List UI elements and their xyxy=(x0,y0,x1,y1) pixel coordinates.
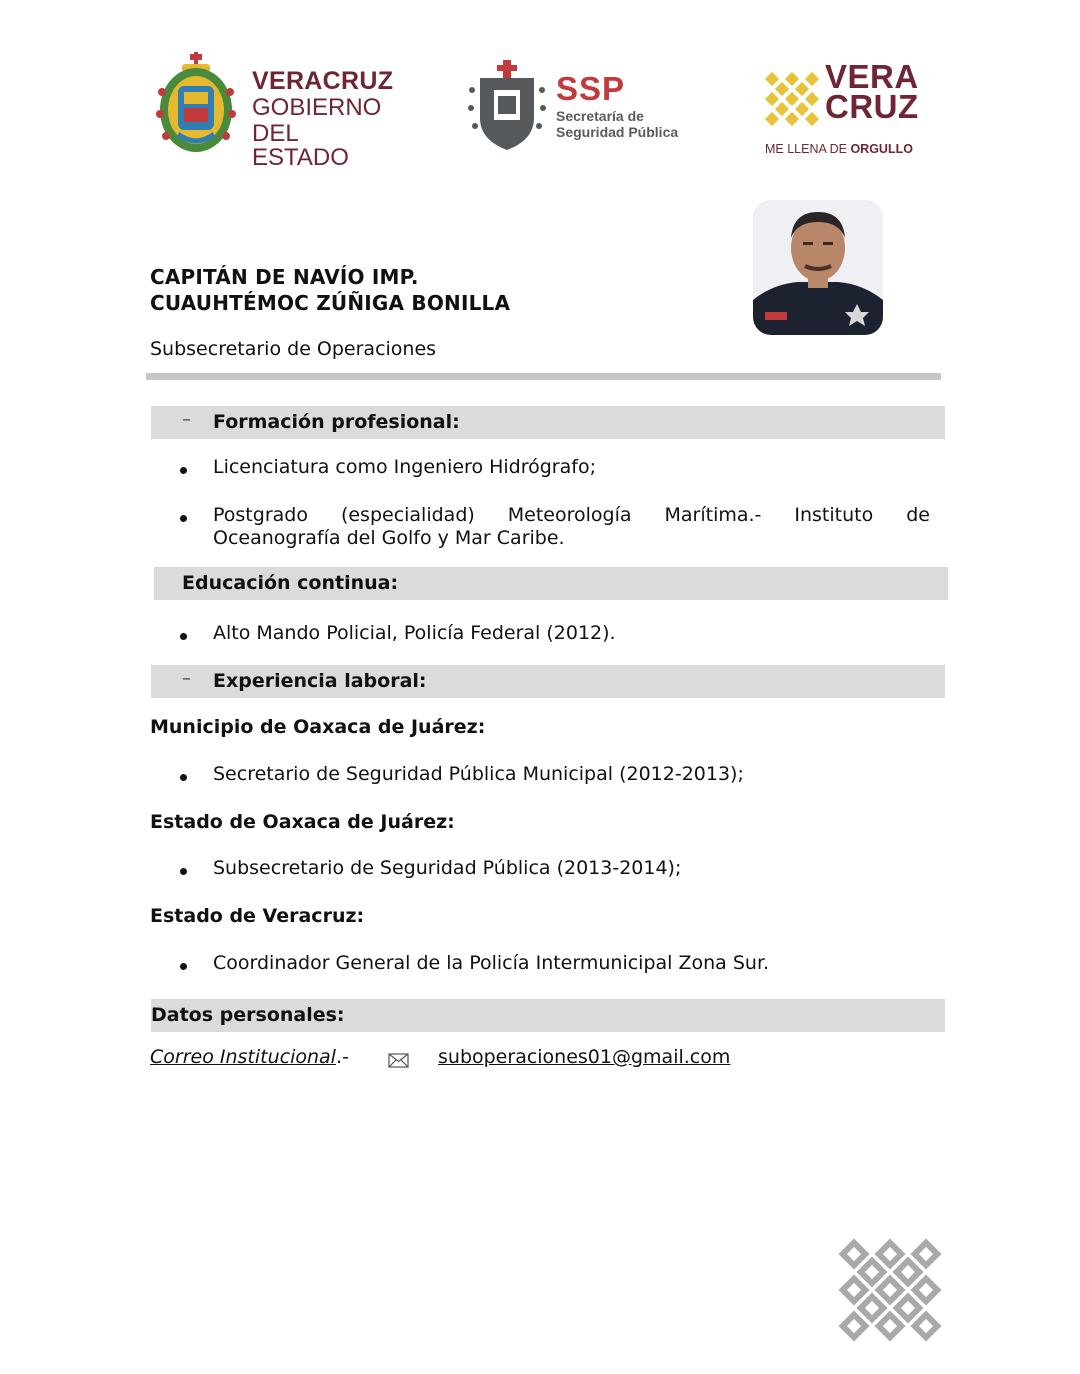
employer-heading: Municipio de Oaxaca de Juárez: xyxy=(150,716,486,738)
section-formacion-header xyxy=(151,406,945,439)
ssp-line1: Secretaría de xyxy=(556,108,644,124)
section-datos-title: Datos personales: xyxy=(151,1004,345,1026)
list-item: Alto Mando Policial, Policía Federal (2012). xyxy=(213,622,616,644)
veracruz-word-line2: CRUZ xyxy=(825,88,919,126)
name-line2: CUAUHTÉMOC ZÚÑIGA BONILLA xyxy=(150,291,511,315)
word: Marítima.- xyxy=(664,504,762,526)
section-educacion-header xyxy=(154,567,948,600)
veracruz-word-line1: VERA xyxy=(825,58,919,95)
word: Postgrado xyxy=(213,504,308,526)
official-name xyxy=(150,264,510,316)
section-formacion-title: Formación profesional: xyxy=(213,411,460,433)
ssp-acronym: SSP xyxy=(556,70,626,107)
veracruz-brand-logo xyxy=(763,60,933,160)
email-row xyxy=(150,1046,349,1068)
list-item: Subsecretario de Seguridad Pública (2013-2014); xyxy=(213,857,682,879)
employer-heading: Estado de Veracruz: xyxy=(150,905,365,927)
list-item: Secretario de Seguridad Pública Municipal (2012-2013); xyxy=(213,763,744,785)
gobierno-line1: VERACRUZ xyxy=(252,67,394,95)
gobierno-line2: GOBIERNO xyxy=(252,94,382,121)
list-item: Licenciatura como Ingeniero Hidrógrafo; xyxy=(213,456,596,478)
name-line1: CAPITÁN DE NAVÍO IMP. xyxy=(150,265,419,289)
list-item: Coordinador General de la Policía Intermunicipal Zona Sur. xyxy=(213,952,770,974)
portrait-image xyxy=(753,200,883,335)
employer-heading: Estado de Oaxaca de Juárez: xyxy=(150,811,455,833)
ssp-shield-icon xyxy=(466,60,548,152)
ssp-logo xyxy=(466,60,696,155)
veracruz-tagline xyxy=(765,142,913,156)
word: Instituto xyxy=(794,504,874,526)
section-datos-header xyxy=(151,999,945,1032)
word: Meteorología xyxy=(507,504,632,526)
section-experiencia-title: Experiencia laboral: xyxy=(213,670,427,692)
gobierno-veracruz-logo xyxy=(148,52,398,171)
list-item xyxy=(213,504,930,550)
dash-marker: – xyxy=(182,668,191,689)
tagline-regular: ME LLENA DE xyxy=(765,142,851,156)
official-position: Subsecretario de Operaciones xyxy=(150,338,437,360)
header-divider xyxy=(146,373,941,380)
word: de xyxy=(906,504,930,526)
state-coat-of-arms-icon xyxy=(148,52,244,158)
section-educacion-title: Educación continua: xyxy=(182,572,399,594)
dash-marker: – xyxy=(182,409,191,430)
word: (especialidad) xyxy=(340,504,475,526)
list-item-line2: Oceanografía del Golfo y Mar Caribe. xyxy=(213,527,565,549)
veracruz-knot-watermark-icon xyxy=(838,1238,942,1342)
email-suffix: .- xyxy=(335,1046,349,1068)
envelope-icon xyxy=(388,1053,409,1068)
email-link[interactable]: suboperaciones01@gmail.com xyxy=(438,1046,731,1068)
gobierno-line3: DEL ESTADO xyxy=(252,120,349,171)
official-photo xyxy=(753,200,883,335)
veracruz-knot-icon xyxy=(763,70,821,128)
email-label: Correo Institucional xyxy=(150,1046,336,1068)
ssp-line2: Seguridad Pública xyxy=(556,124,679,141)
section-experiencia-header xyxy=(151,665,945,698)
tagline-bold: ORGULLO xyxy=(850,142,913,156)
